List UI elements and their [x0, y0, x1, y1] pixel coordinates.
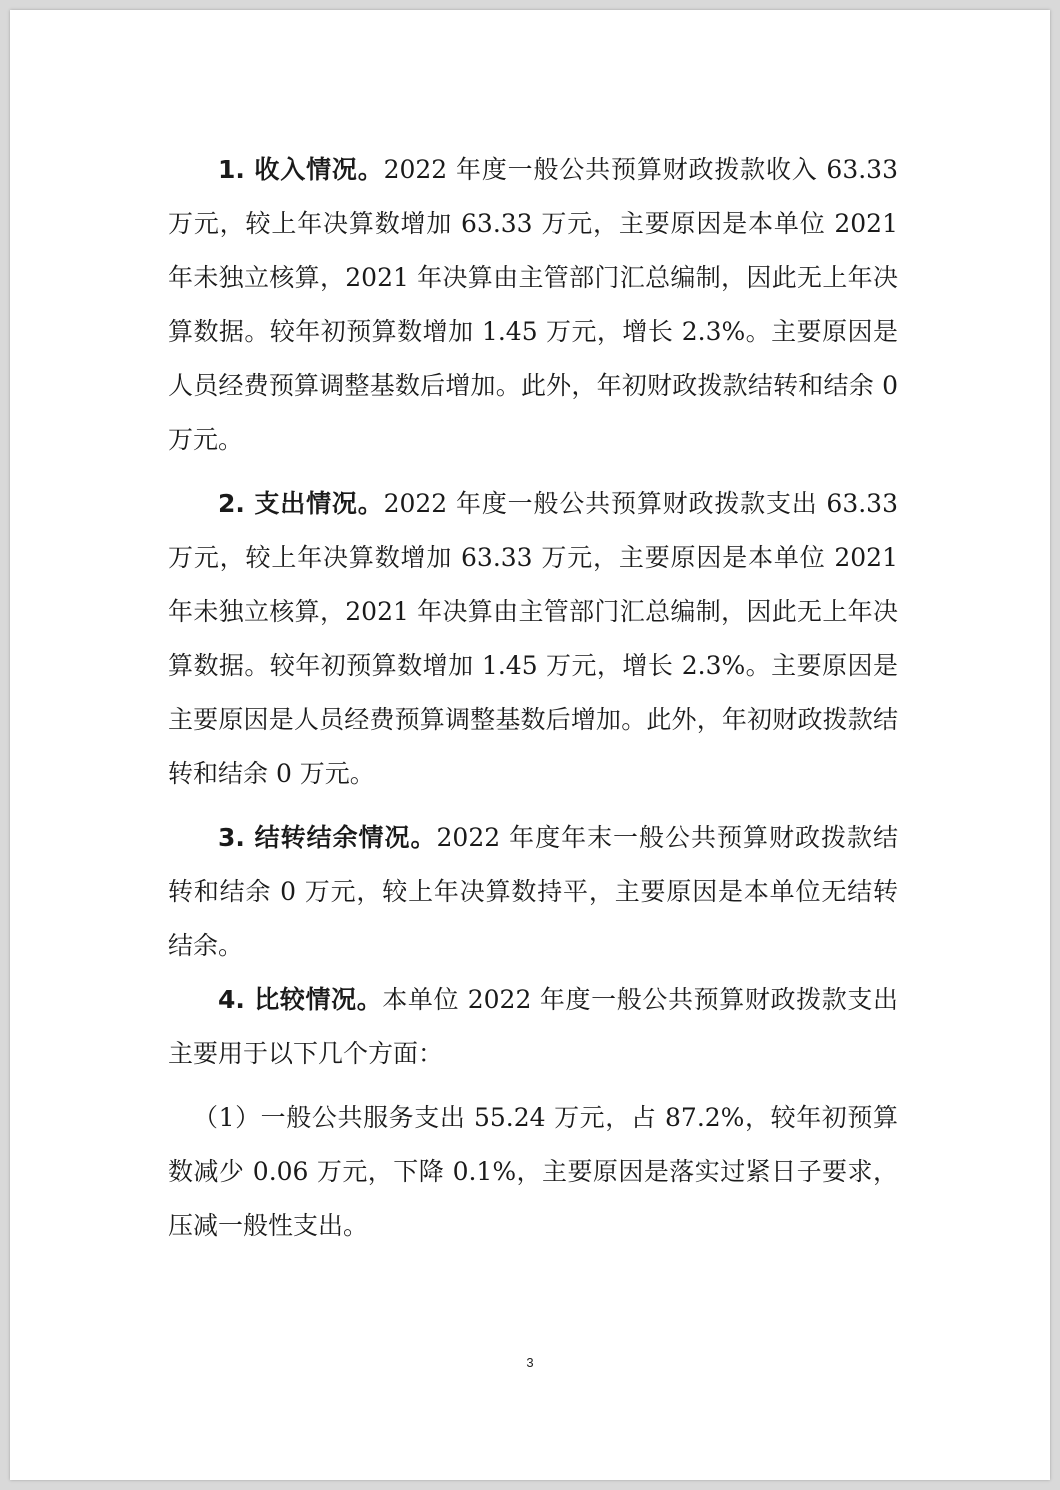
- paragraph-carryover: [168, 811, 898, 973]
- document-body: [168, 143, 898, 1253]
- paragraph-heading: 2. 支出情况。: [218, 489, 384, 518]
- paragraph-text: 2022 年度一般公共预算财政拨款收入 63.33 万元，较上年决算数增加 63.33 万元，主要原因是本单位 2021 年未独立核算，2021 年决算由主管部门汇总编制，因此无上年决算数据。较年初预算数增加 1.45 万元，增长 2.3%。主要原因是人员经费预算调整基数后增加。此外，年初财政拨款结转和结余 0 万元。: [168, 155, 898, 454]
- paragraph-heading: 4. 比较情况。: [218, 985, 383, 1014]
- paragraph-text: 2022 年度年末一般公共预算财政拨款结转和结余 0 万元，较上年决算数持平，主要原因是本单位无结转结余。: [168, 823, 898, 960]
- sub-paragraph-public-services: （1）一般公共服务支出 55.24 万元，占 87.2%，较年初预算数减少 0.06 万元，下降 0.1%，主要原因是落实过紧日子要求，压减一般性支出。: [168, 1103, 898, 1240]
- page-number: 3: [526, 1355, 534, 1370]
- paragraph-comparison: [168, 973, 898, 1081]
- paragraph-income: [168, 143, 898, 467]
- paragraph-expenditure: [168, 477, 898, 801]
- document-page: [10, 10, 1050, 1480]
- paragraph-text: 2022 年度一般公共预算财政拨款支出 63.33 万元，较上年决算数增加 63.33 万元，主要原因是本单位 2021 年未独立核算，2021 年决算由主管部门汇总编制，因此无上年决算数据。较年初预算数增加 1.45 万元，增长 2.3%。主要原因是主要原因是人员经费预算调整基数后增加。此外，年初财政拨款结转和结余 0 万元。: [168, 489, 898, 788]
- paragraph-heading: 3. 结转结余情况。: [218, 823, 437, 852]
- paragraph-text: 本单位 2022 年度一般公共预算财政拨款支出主要用于以下几个方面：: [168, 985, 898, 1068]
- paragraph-heading: 1. 收入情况。: [218, 155, 384, 184]
